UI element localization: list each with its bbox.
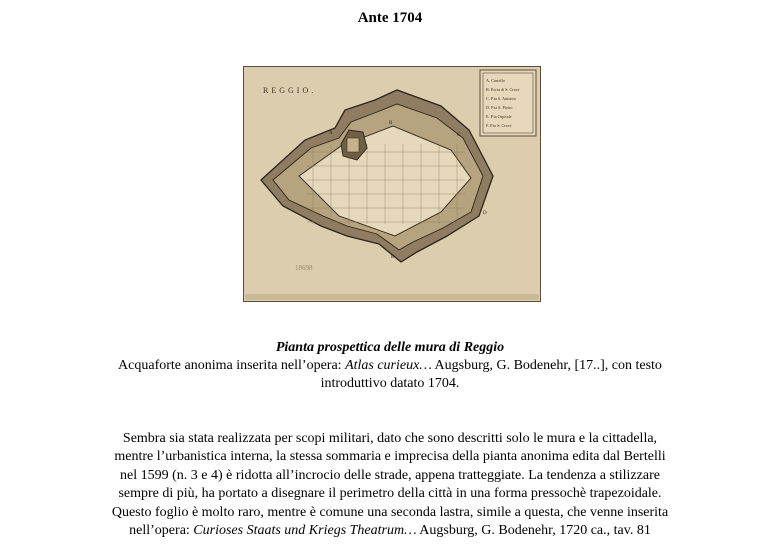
legend-entry: D. P.ta S. Pietro: [486, 105, 513, 110]
map-letter-e: E: [391, 255, 395, 260]
map-letter-d: D: [483, 211, 487, 216]
map-legend: [480, 70, 536, 136]
legend-entry: F. P.ta S. Croce: [486, 123, 512, 128]
legend-entry: B. Porta di S. Croce: [486, 87, 520, 92]
caption-line-1: Acquaforte anonima inserita nell’opera: Atlas curieux… Augsburg, G. Bodenehr, [17..], con testo: [118, 358, 662, 373]
legend-entry: A. Castello: [486, 78, 505, 83]
paragraph-line: sempre di più, ha portato a disegnare il perimetro della città in una forma pressochè trapezoidale.: [118, 486, 662, 502]
paragraph-line: mentre l’urbanistica interna, la stessa sommaria e imprecisa della pianta anonima edita dal Bertelli: [114, 449, 666, 465]
caption-title: Pianta prospettica delle mura di Reggio: [275, 340, 505, 355]
caption: [60, 339, 720, 393]
page-heading: Ante 1704: [357, 10, 423, 26]
paragraph-line: Questo foglio è molto raro, mentre è comune una seconda lastra, simile a questa, che venne inserita: [111, 504, 669, 520]
legend-entry: C. P.ta S. Antonio: [486, 96, 516, 101]
map-title: REGGIO.: [263, 86, 317, 95]
paragraph-line: nel 1599 (n. 3 e 4) è ridotta all’incrocio delle strade, appena tratteggiate. La tendenza a stilizzare: [120, 467, 660, 483]
description-paragraph: [60, 430, 720, 540]
collection-stamp: 18698: [295, 264, 313, 272]
legend-entry: E. P.ta Ospitale: [486, 114, 512, 119]
paragraph-line-last: nell’opera: Curioses Staats und Kriegs Theatrum… Augsburg, G. Bodenehr, 1720 ca., tav. 81: [129, 523, 651, 539]
map-letter-b: B: [389, 121, 393, 126]
map-plate: [243, 66, 541, 302]
paragraph-line: Sembra sia stata realizzata per scopi militari, dato che sono descritti solo le mura e la cittadella,: [122, 431, 658, 446]
map-letter-c: C: [457, 133, 461, 138]
map-letter-a: A: [329, 131, 333, 136]
caption-line-2: introduttivo datato 1704.: [320, 376, 460, 391]
